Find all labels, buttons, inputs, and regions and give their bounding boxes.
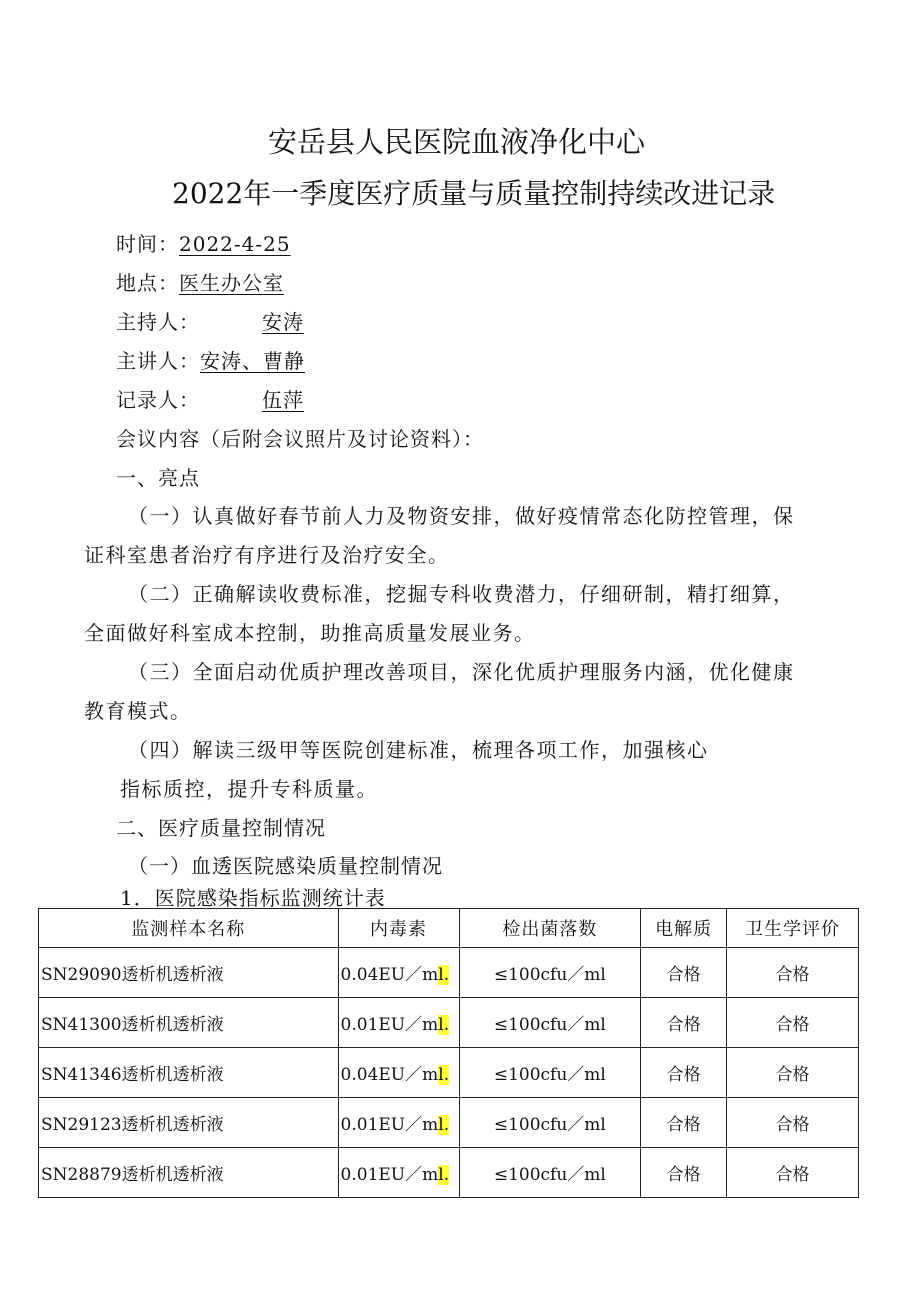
table-row [39, 1048, 859, 1098]
speaker-value: 安涛、曹静 [200, 349, 305, 373]
sample-name: SN41300透析机透析液 [39, 998, 339, 1048]
host-label: 主持人： [116, 310, 200, 334]
recorder-value: 伍萍 [262, 388, 304, 412]
place-value: 医生办公室 [179, 271, 284, 295]
sample-name: SN41346透析机透析液 [39, 1048, 339, 1098]
table-row [39, 1148, 859, 1198]
hygiene-result: 合格 [727, 948, 859, 998]
meeting-place [116, 267, 284, 296]
endotoxin-value [338, 948, 459, 998]
paragraph-1-line-2: 证科室患者治疗有序进行及治疗安全。 [84, 543, 450, 567]
colony-count: ≤100cfu／ml [459, 998, 641, 1048]
meeting-content-line: 会议内容（后附会议照片及讨论资料）： [116, 427, 484, 451]
endotoxin-value-highlight: l. [438, 965, 450, 985]
header-hygiene: 卫生学评价 [727, 909, 859, 948]
infection-monitoring-table [38, 908, 859, 1198]
meeting-host [116, 306, 304, 335]
endotoxin-value-highlight: l. [438, 1115, 450, 1135]
speaker-label: 主讲人： [116, 349, 200, 373]
table-row [39, 948, 859, 998]
document-subtitle: 2022年一季度医疗质量与质量控制持续改进记录 [172, 177, 776, 210]
colony-count: ≤100cfu／ml [459, 1098, 641, 1148]
paragraph-3-line-1: （三）全面启动优质护理改善项目，深化优质护理服务内涵，优化健康 [128, 660, 795, 684]
paragraph-3-line-2: 教育模式。 [84, 699, 192, 723]
paragraph-2-line-2: 全面做好科室成本控制，助推高质量发展业务。 [84, 621, 536, 645]
hygiene-result: 合格 [727, 1048, 859, 1098]
electrolyte-result: 合格 [641, 1098, 727, 1148]
endotoxin-value-main: 0.01EU／m [340, 1165, 439, 1185]
electrolyte-result: 合格 [641, 1048, 727, 1098]
hygiene-result: 合格 [727, 1098, 859, 1148]
sample-name: SN29090透析机透析液 [39, 948, 339, 998]
recorder-label: 记录人： [116, 388, 200, 412]
colony-count: ≤100cfu／ml [459, 1148, 641, 1198]
colony-count: ≤100cfu／ml [459, 1048, 641, 1098]
endotoxin-value [338, 1098, 459, 1148]
paragraph-2-line-1: （二）正确解读收费标准，挖掘专科收费潜力，仔细研制，精打细算， [128, 582, 795, 606]
electrolyte-result: 合格 [641, 998, 727, 1048]
header-sample-name: 监测样本名称 [39, 909, 339, 948]
paragraph-4-line-1: （四）解读三级甲等医院创建标准，梳理各项工作，加强核心 [128, 738, 709, 762]
header-colony-count: 检出菌落数 [459, 909, 641, 948]
host-value: 安涛 [262, 310, 304, 334]
document-title: 安岳县人民医院血液净化中心 [268, 125, 646, 159]
endotoxin-value [338, 1148, 459, 1198]
electrolyte-result: 合格 [641, 1148, 727, 1198]
endotoxin-value-main: 0.04EU／m [340, 965, 439, 985]
endotoxin-value-highlight: l. [438, 1015, 450, 1035]
endotoxin-value-highlight: l. [438, 1065, 450, 1085]
meeting-speaker [116, 345, 305, 374]
colony-count: ≤100cfu／ml [459, 948, 641, 998]
endotoxin-value [338, 1048, 459, 1098]
hygiene-result: 合格 [727, 998, 859, 1048]
hygiene-result: 合格 [727, 1148, 859, 1198]
endotoxin-value-main: 0.01EU／m [340, 1115, 439, 1135]
meeting-time [116, 228, 291, 257]
sample-name: SN28879透析机透析液 [39, 1148, 339, 1198]
table-row [39, 998, 859, 1048]
endotoxin-value-main: 0.04EU／m [340, 1065, 439, 1085]
header-electrolyte: 电解质 [641, 909, 727, 948]
table-header-row [39, 909, 859, 948]
subsection-infection-control: （一）血透医院感染质量控制情况 [128, 854, 443, 878]
electrolyte-result: 合格 [641, 948, 727, 998]
section-heading-highlights: 一、亮点 [116, 466, 200, 490]
table-title: 1．医院感染指标监测统计表 [120, 886, 386, 910]
endotoxin-value-highlight: l. [438, 1165, 450, 1185]
section-heading-quality: 二、医疗质量控制情况 [116, 816, 326, 840]
meeting-recorder [116, 384, 304, 413]
endotoxin-value [338, 998, 459, 1048]
table-row [39, 1098, 859, 1148]
sample-name: SN29123透析机透析液 [39, 1098, 339, 1148]
place-label: 地点： [116, 271, 179, 295]
endotoxin-value-main: 0.01EU／m [340, 1015, 439, 1035]
paragraph-4-line-2: 指标质控，提升专科质量。 [120, 777, 378, 801]
paragraph-1-line-1: （一）认真做好春节前人力及物资安排，做好疫情常态化防控管理，保 [128, 504, 795, 528]
time-label: 时间： [116, 232, 179, 256]
time-value: 2022-4-25 [179, 232, 291, 256]
header-endotoxin: 内毒素 [338, 909, 459, 948]
